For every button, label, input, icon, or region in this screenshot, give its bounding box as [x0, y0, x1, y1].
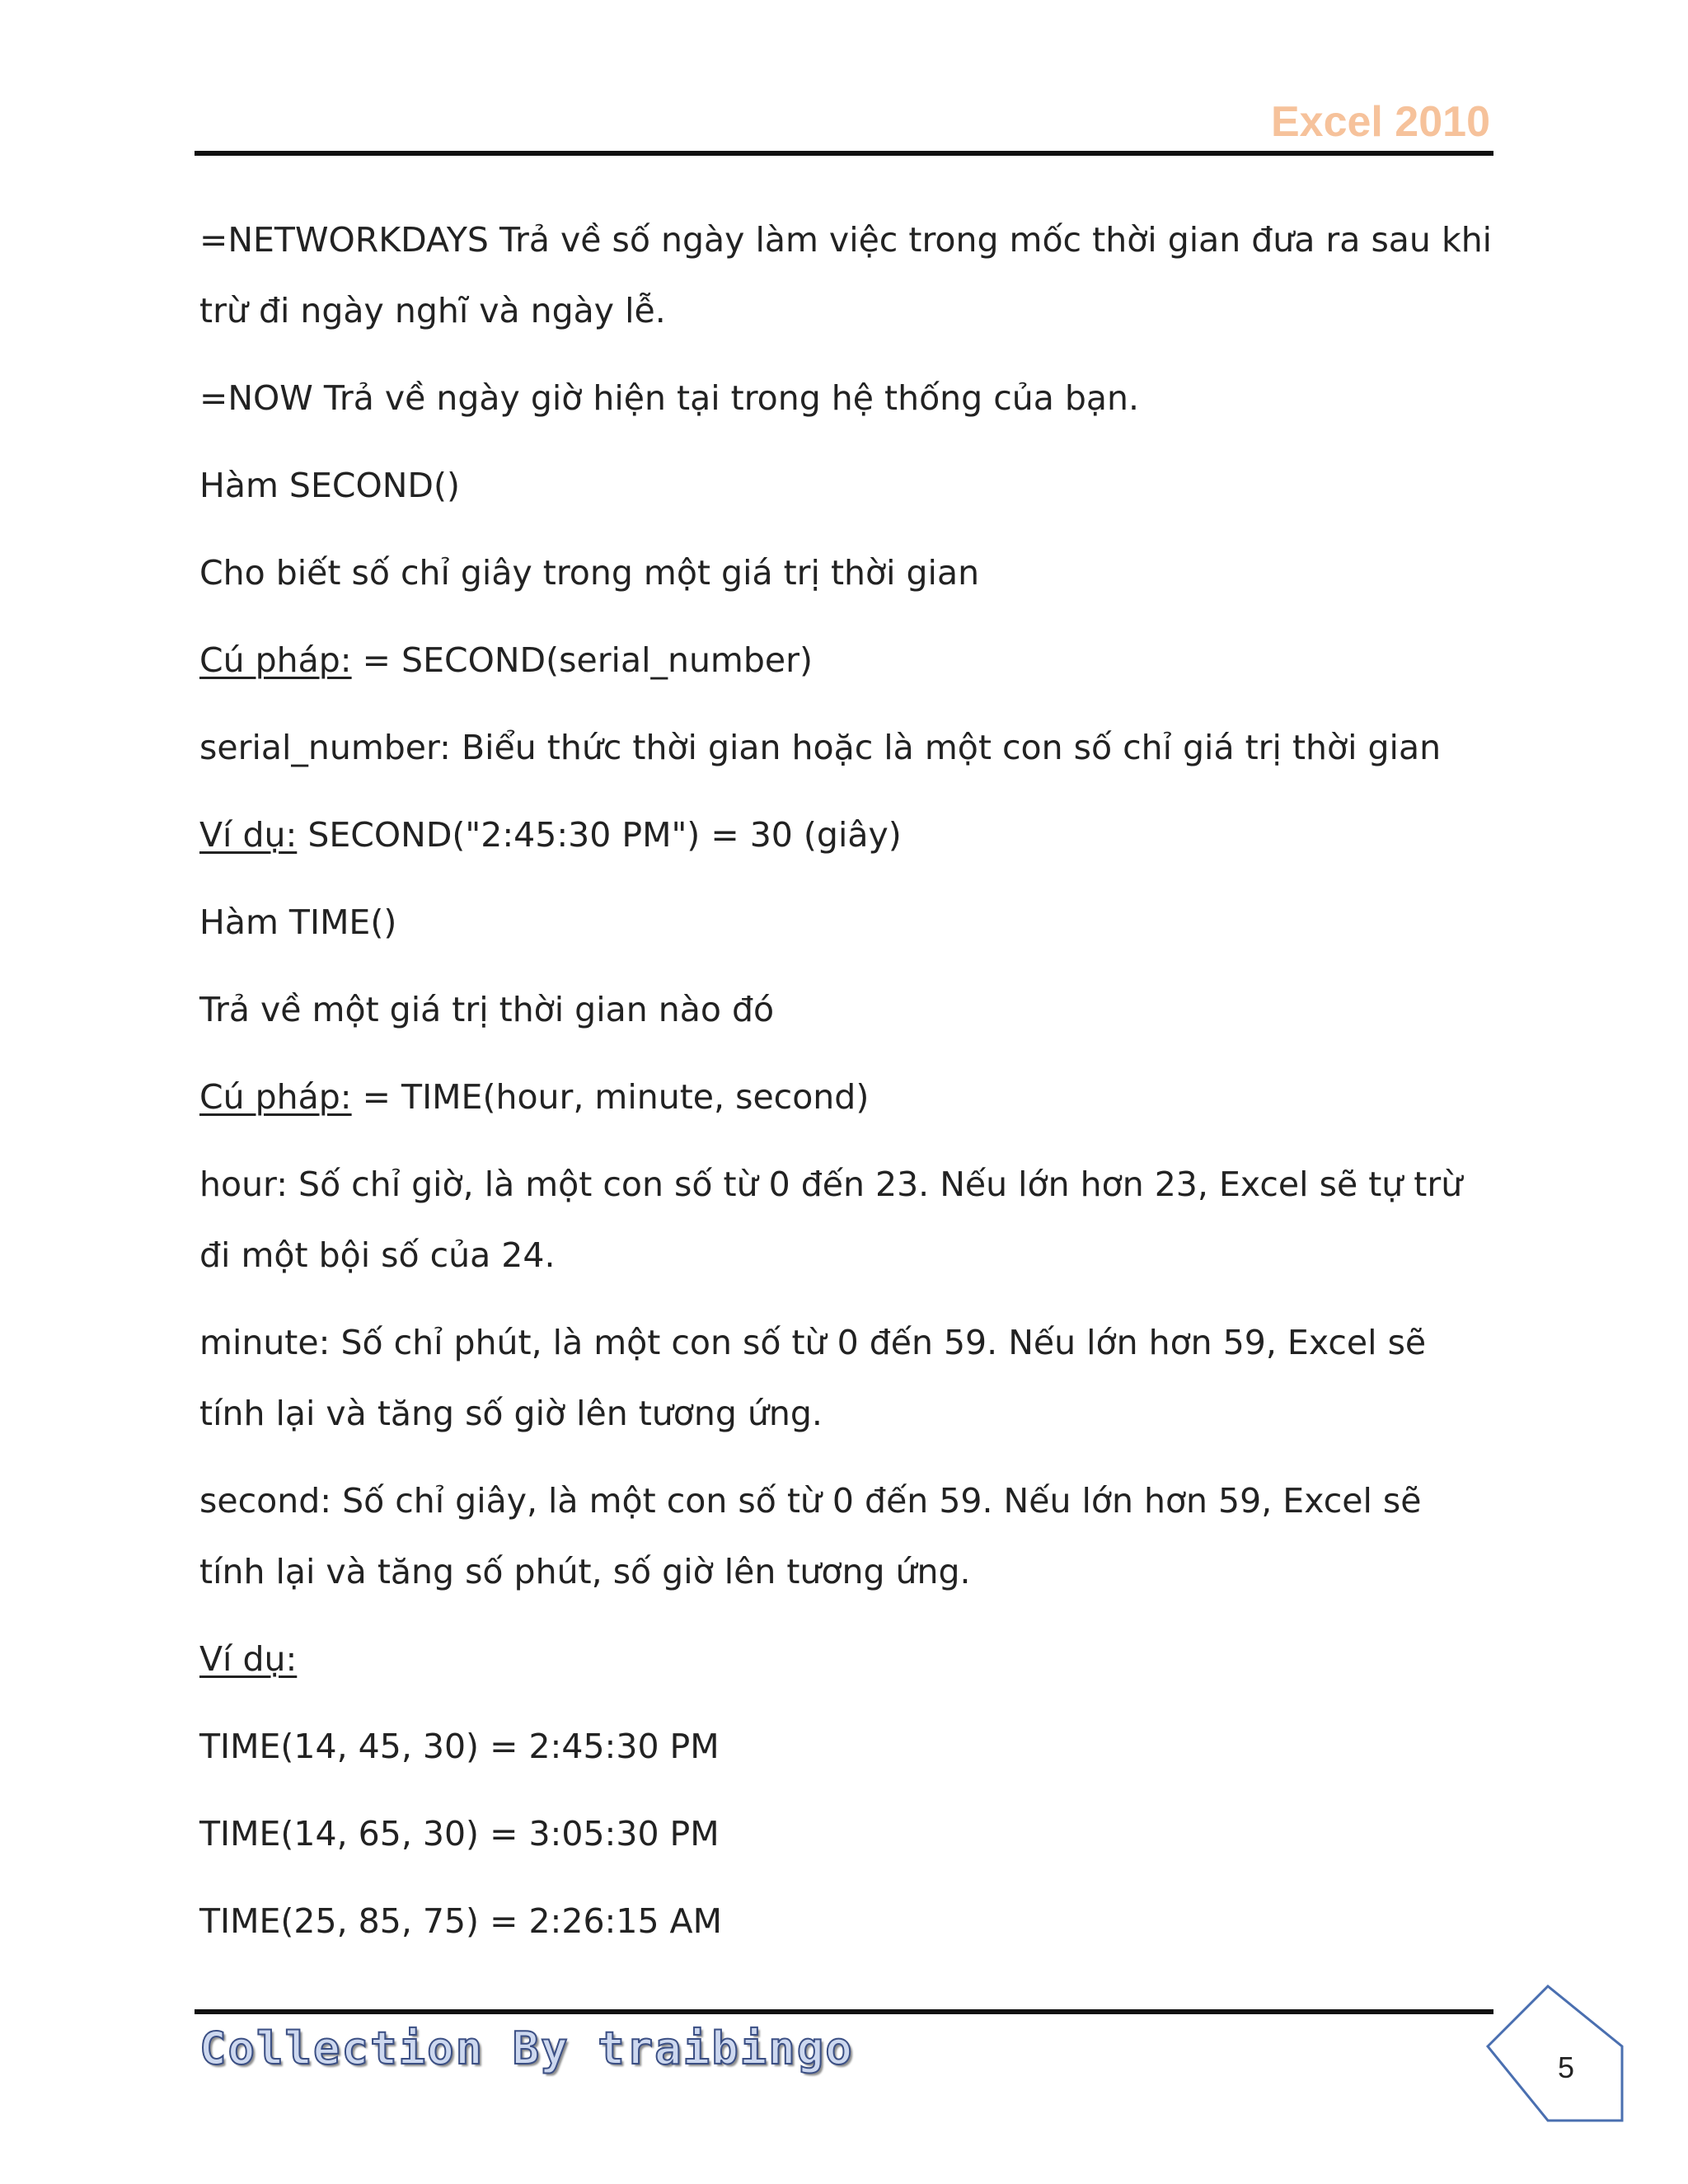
example-text: SECOND("2:45:30 PM") = 30 (giây): [297, 815, 902, 855]
paragraph-second-arg: second: Số chỉ giây, là một con số từ 0 đến 59. Nếu lớn hơn 59, Excel sẽ tính lại và tăng số phút, số giờ lên tương ứng.: [199, 1481, 1422, 1591]
paragraph-hour: hour: Số chỉ giờ, là một con số từ 0 đến 23. Nếu lớn hơn 23, Excel sẽ tự trừ đi một bội số của 24.: [199, 1165, 1463, 1275]
document-body: [199, 204, 1493, 1973]
heading-time-function: Hàm TIME(): [199, 902, 397, 942]
paragraph-time-description: Trả về một giá trị thời gian nào đó: [199, 990, 775, 1029]
paragraph-serial-number: serial_number: Biểu thức thời gian hoặc là một con số chỉ giá trị thời gian: [199, 728, 1442, 767]
paragraph-example-1: TIME(14, 45, 30) = 2:45:30 PM: [199, 1727, 720, 1766]
example-label: Ví dụ:: [199, 1639, 298, 1679]
example-label: Ví dụ:: [199, 815, 298, 855]
paragraph-second-example: [199, 799, 1493, 870]
heading-second-function: Hàm SECOND(): [199, 466, 460, 505]
paragraph-now: =NOW Trả về ngày giờ hiện tại trong hệ thống của bạn.: [199, 378, 1140, 418]
footer-brand: Collection By traibingo: [199, 2022, 854, 2074]
paragraph-networkdays: =NETWORKDAYS Trả về số ngày làm việc trong mốc thời gian đưa ra sau khi trừ đi ngày nghĩ và ngày lễ.: [199, 220, 1493, 330]
syntax-label: Cú pháp:: [199, 640, 352, 680]
header-divider: [195, 151, 1493, 156]
paragraph-second-description: Cho biết số chỉ giây trong một giá trị thời gian: [199, 553, 980, 593]
paragraph-time-syntax: [199, 1062, 1493, 1132]
syntax-text: = SECOND(serial_number): [351, 640, 813, 680]
header-title: Excel 2010: [1270, 98, 1490, 146]
syntax-label: Cú pháp:: [199, 1077, 352, 1117]
paragraph-example-heading: [199, 1624, 1493, 1694]
paragraph-second-syntax: [199, 625, 1493, 696]
paragraph-example-2: TIME(14, 65, 30) = 3:05:30 PM: [199, 1814, 720, 1854]
footer-divider: [195, 2009, 1493, 2014]
syntax-text: = TIME(hour, minute, second): [351, 1077, 870, 1117]
page-number: 5: [1558, 2050, 1575, 2084]
paragraph-minute: minute: Số chỉ phút, là một con số từ 0 đến 59. Nếu lớn hơn 59, Excel sẽ tính lại và tăng số giờ lên tương ứng.: [199, 1323, 1427, 1433]
paragraph-example-3: TIME(25, 85, 75) = 2:26:15 AM: [199, 1901, 722, 1941]
